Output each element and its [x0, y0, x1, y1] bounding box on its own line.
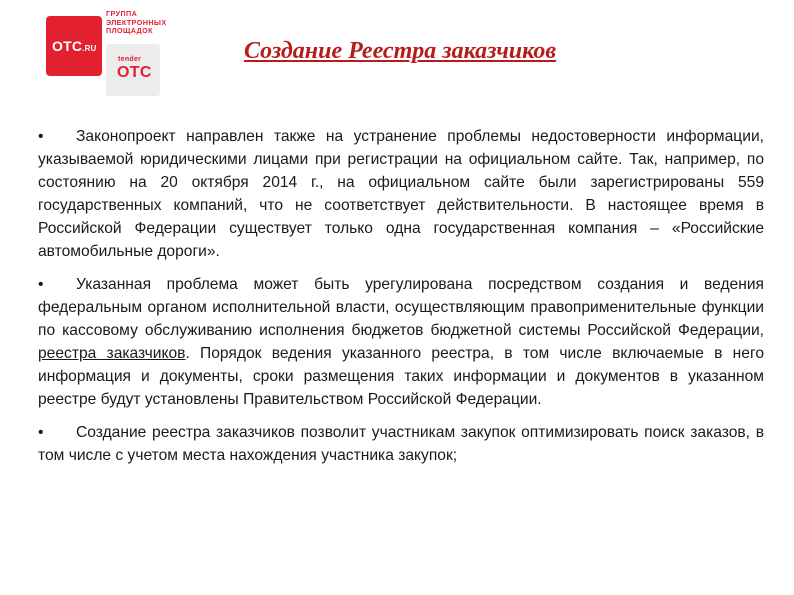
- paragraph-text: Указанная проблема может быть урегулирована посредством создания и ведения федеральным органом исполнительной власти, осуществляющим правоприменительные функции по кассовому обслуживанию исполнения бюджетов бюджетной системы Российской Федерации,: [38, 276, 764, 339]
- tender-otc-logo: [106, 44, 160, 96]
- tender-logo-big: ОТС: [117, 64, 152, 81]
- body-text: [38, 125, 764, 477]
- paragraph-1: [38, 125, 764, 263]
- group-line: ГРУППА: [106, 9, 138, 18]
- bullet: •: [38, 128, 44, 145]
- page-title: Создание Реестра заказчиков: [244, 38, 557, 64]
- paragraph-text: Законопроект направлен также на устранение проблемы недостоверности информации, указываемой юридическими лицами при регистрации на официальном сайте. Так, например, по состоянию на 20 октября 2014 г., на официальном сайте были зарегистрированы 559 государственных компаний, что не соответствует действительности. В настоящее время в Российской Федерации существует только одна государственная компания – «Российские автомобильные дороги».: [38, 128, 764, 260]
- underlined-term: реестра заказчиков: [38, 345, 186, 362]
- otc-logo-text: ОТС: [52, 38, 83, 54]
- tender-logo-small: tender: [118, 56, 142, 63]
- group-line: ПЛОЩАДОК: [106, 26, 153, 35]
- group-logo-text: [106, 10, 186, 36]
- paragraph-text: . Порядок ведения указанного реестра, в том числе включаемые в него информация и документы, сроки размещения таких информации и документов в указанном реестре будут установлены Правительством Российской Федерации.: [38, 345, 764, 408]
- paragraph-text: Создание реестра заказчиков позволит участникам закупок оптимизировать поиск заказов, в том числе с учетом места нахождения участника закупок;: [38, 424, 764, 464]
- bullet: •: [38, 276, 44, 293]
- otc-logo: [46, 16, 102, 76]
- bullet: •: [38, 424, 44, 441]
- group-line: ЭЛЕКТРОННЫХ: [106, 17, 167, 27]
- otc-logo-suffix: .RU: [82, 44, 97, 53]
- paragraph-2: [38, 273, 764, 411]
- paragraph-3: [38, 421, 764, 467]
